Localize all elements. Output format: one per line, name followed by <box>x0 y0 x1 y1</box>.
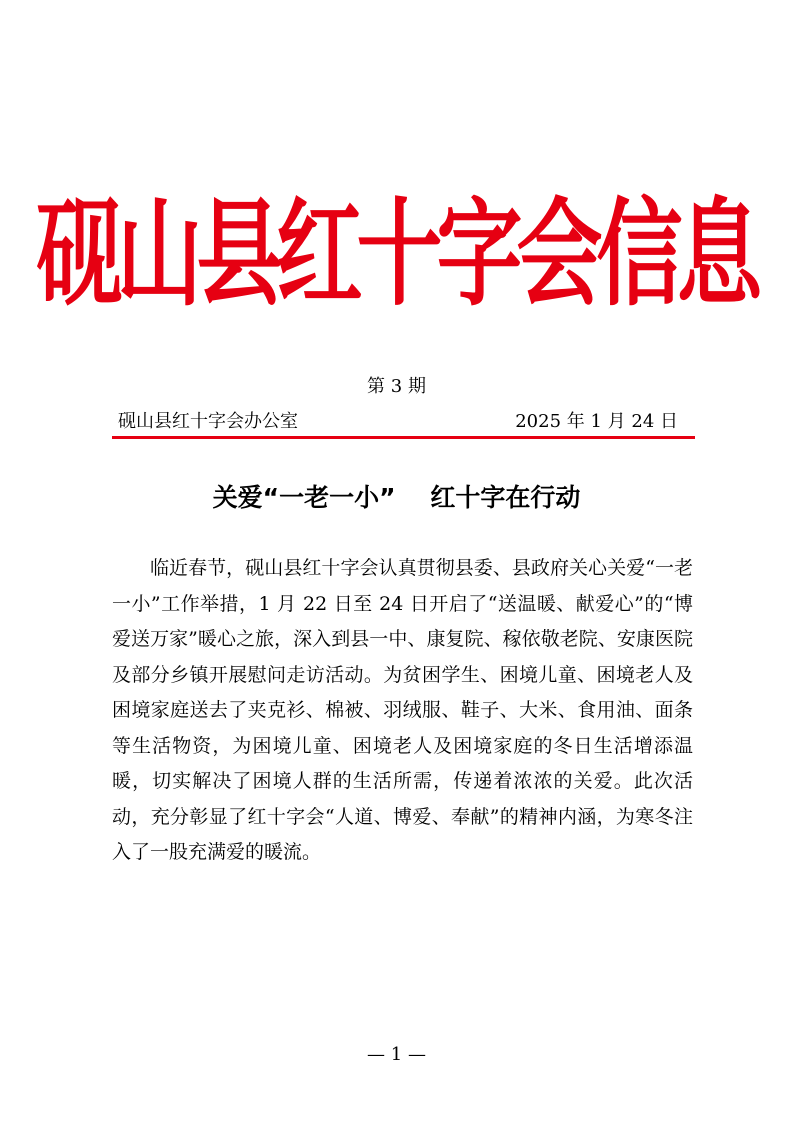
article-body: 临近春节，砚山县红十字会认真贯彻县委、县政府关心关爱“一老一小”工作举措，1 月 22 日至 24 日开启了“送温暖、献爱心”的“博爱送万家”暖心之旅，深入到县一中、康复院、稼依敬老院、安康医院及部分乡镇开展慰问走访活动。为贫困学生、困境儿童、困境老人及困境家庭送去了夹克衫、棉被、羽绒服、鞋子、大米、食用油、面条等生活物资，为困境儿童、困境老人及困境家庭的冬日生活增添温暖，切实解决了困境人群的生活所需，传递着浓浓的关爱。此次活动，充分彰显了红十字会“人道、博爱、奉献”的精神内涵，为寒冬注入了一股充满爱的暖流。 <box>112 557 693 863</box>
page-number: — 1 — <box>367 1044 426 1065</box>
issue-date: 2025 年 1 月 24 日 <box>515 411 678 432</box>
issue-number: 第 3 期 <box>367 376 426 397</box>
red-divider-line <box>112 436 695 439</box>
masthead-title: 砚山县红十字会信息 <box>36 186 757 323</box>
meta-row <box>118 407 678 431</box>
article-headline: 关爱“一老一小” 红十字在行动 <box>212 483 581 512</box>
issuing-office: 砚山县红十字会办公室 <box>118 411 298 432</box>
